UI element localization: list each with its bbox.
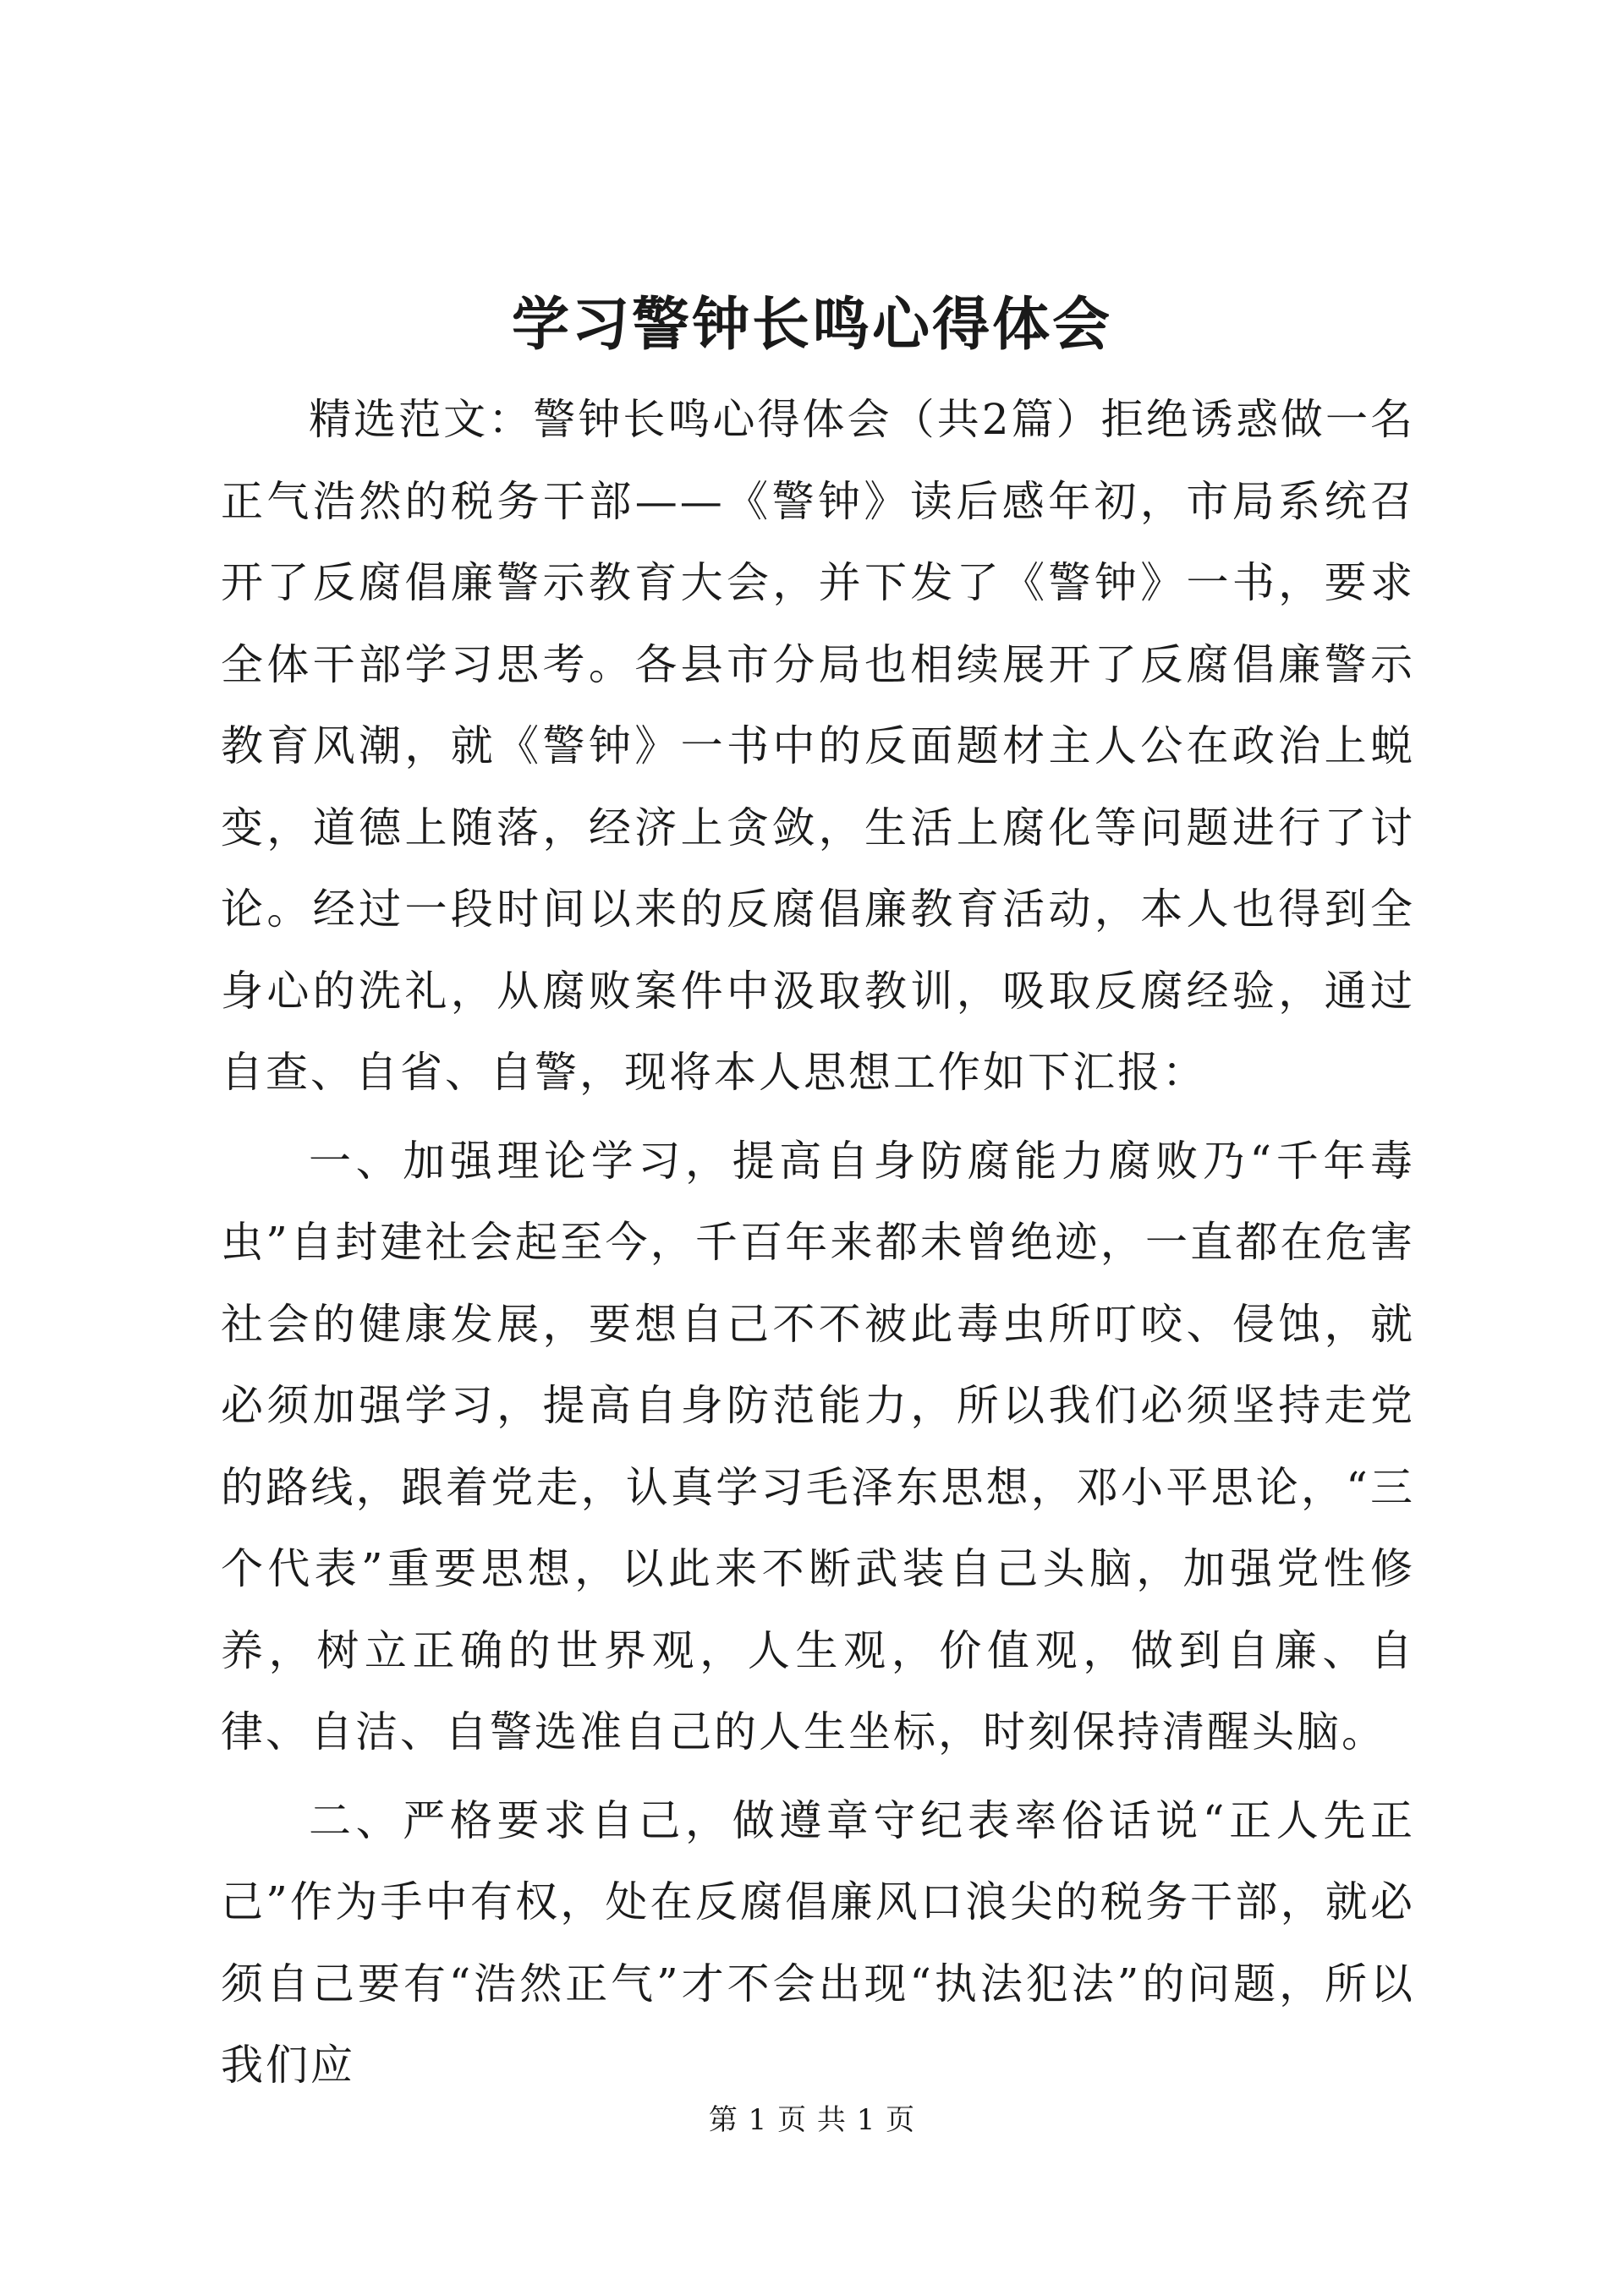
page-footer: 第 1 页 共 1 页: [708, 2103, 916, 2137]
paragraph-section-1: 一、加强理论学习，提高自身防腐能力腐败乃“千年毒虫”自封建社会起至今，千百年来都未曾绝迹，一直都在危害社会的健康发展，要想自己不不被此毒虫所叮咬、侵蚀，就必须加强学习，提高自身防范能力，所以我们必须坚持走党的路线，跟着党走，认真学习毛泽东思想，邓小平思论，“三个代表”重要思想，以此来不断武装自己头脑，加强党性修养，树立正确的世界观，人生观，价值观，做到自廉、自律、自洁、自警选准自己的人生坐标，时刻保持清醒头脑。: [221, 1136, 1415, 1756]
page-title: 学习警钟长鸣心得体会: [511, 291, 1112, 359]
paragraph-section-2: 二、严格要求自己，做遵章守纪表率俗话说“正人先正己”作为手中有权，处在反腐倡廉风口浪尖的税务干部，就必须自己要有“浩然正气”才不会出现“执法犯法”的问题，所以我们应: [221, 1795, 1415, 2090]
paragraph-intro: 精选范文：警钟长鸣心得体会（共2篇）拒绝诱惑做一名正气浩然的税务干部——《警钟》读后感年初，市局系统召开了反腐倡廉警示教育大会，并下发了《警钟》一书，要求全体干部学习思考。各县市分局也相续展开了反腐倡廉警示教育风潮，就《警钟》一书中的反面题材主人公在政治上蜕变，道德上随落，经济上贪敛，生活上腐化等问题进行了讨论。经过一段时间以来的反腐倡廉教育活动，本人也得到全身心的洗礼，从腐败案件中汲取教训，吸取反腐经验，通过自查、自省、自警，现将本人思想工作如下汇报：: [221, 395, 1415, 1097]
document-body: [221, 379, 1415, 2113]
